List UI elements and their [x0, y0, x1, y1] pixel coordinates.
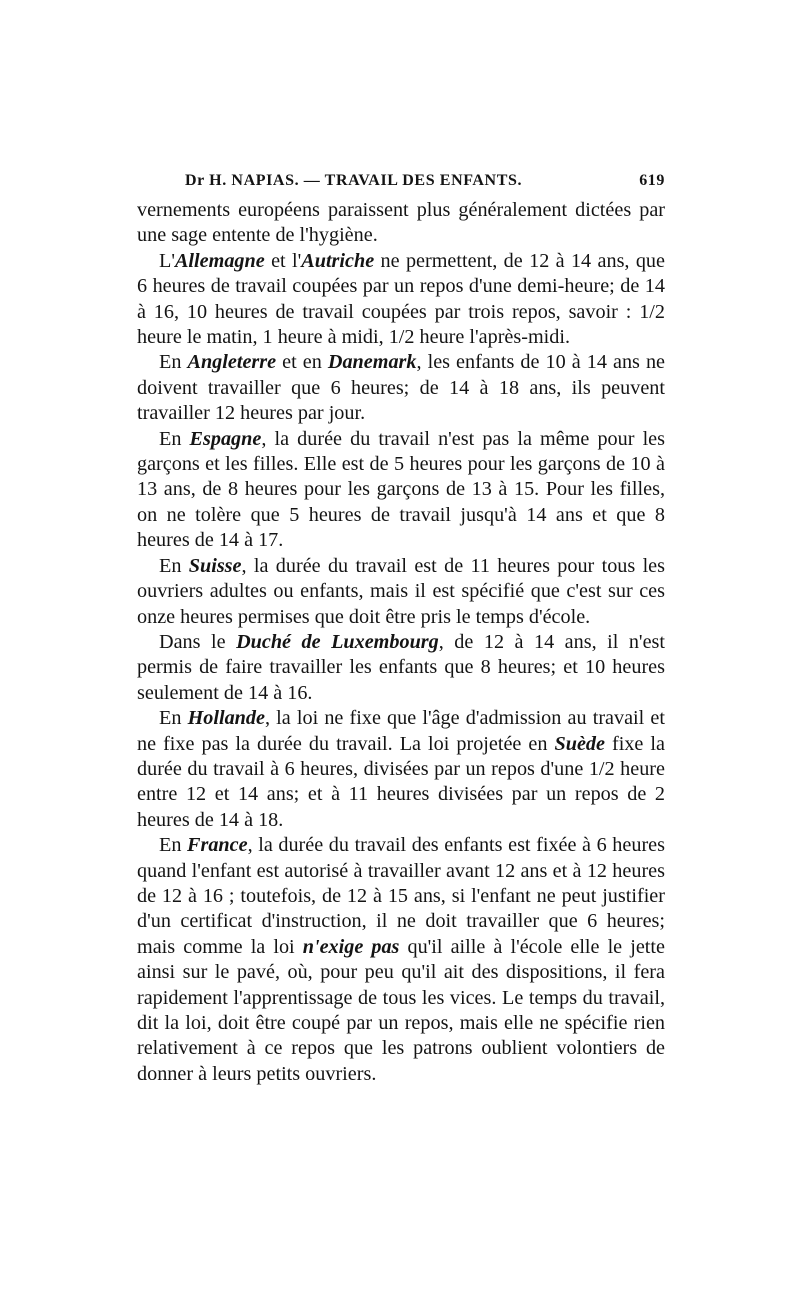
- text-run: fixe la durée du travail à 6 heures, divisées par un repos d'une 1/2 heure entre 12 et 14 ans; et à 11 heures divisées par un repos de 2 heures de 14 à 18.: [137, 732, 665, 831]
- paragraph: [137, 706, 665, 833]
- paragraph: [137, 198, 665, 249]
- emphasized-term: Suède: [554, 732, 605, 755]
- text-run: En: [159, 427, 190, 450]
- running-head: [137, 172, 665, 190]
- text-run: et en: [276, 351, 328, 374]
- paragraph: [137, 249, 665, 351]
- text-run: ne permettent, de 12 à 14 ans, que 6 heures de travail coupées par un repos d'une demi-heure; de 14 à 16, 10 heures de travail coupées par trois repos, savoir : 1/2 heure le matin, 1 heure à midi, 1/2 heure l'après-midi.: [137, 249, 665, 349]
- emphasized-term: n'exige pas: [302, 935, 400, 958]
- page-number: 619: [639, 172, 665, 189]
- emphasized-term: Angleterre: [187, 351, 277, 374]
- text-run: En: [159, 554, 189, 577]
- body-text: [137, 198, 665, 1087]
- emphasized-term: Allemagne: [174, 249, 265, 272]
- text-run: En: [159, 707, 188, 730]
- emphasized-term: Duché de Luxembourg: [236, 630, 439, 653]
- emphasized-term: Suisse: [188, 554, 242, 577]
- text-run: En: [159, 351, 188, 374]
- text-run: , la durée du travail n'est pas la même pour les garçons et les filles. Elle est de 5 heures pour les garçons de 10 à 13 ans, de 8 heures pour les garçons de 13 à 15. Pour les filles, on ne tolère que 5 heures de travail jusqu'à 14 ans et que 8 heures de 14 à 17.: [137, 427, 665, 552]
- paragraph: [137, 554, 665, 630]
- paragraph: [137, 630, 665, 706]
- text-run: L': [159, 249, 175, 272]
- text-run: vernements européens paraissent plus généralement dictées par une sage entente de l'hygiène.: [137, 199, 665, 247]
- running-title: Dr H. NAPIAS. — TRAVAIL DES ENFANTS.: [185, 172, 523, 189]
- text-run: , de 12 à 14 ans, il n'est permis de faire travailler les enfants que 8 heures; et 10 heures seulement de 14 à 16.: [137, 630, 665, 704]
- emphasized-term: Danemark: [327, 351, 417, 374]
- text-run: et l': [264, 249, 302, 272]
- emphasized-term: Autriche: [301, 249, 375, 272]
- text-run: , la loi ne fixe que l'âge d'admission au travail et ne fixe pas la durée du travail. La loi projetée en: [137, 707, 665, 755]
- text-run: Dans le: [159, 630, 237, 653]
- text-run: En: [159, 834, 188, 857]
- emphasized-term: France: [187, 834, 248, 857]
- text-run: , la durée du travail est de 11 heures pour tous les ouvriers adultes ou enfants, mais il est spécifié que c'est sur ces onze heures permises que doit être pris le temps d'école.: [137, 554, 665, 628]
- paragraph: [137, 350, 665, 426]
- text-run: , les enfants de 10 à 14 ans ne doivent travailler que 6 heures; de 14 à 18 ans, ils peuvent travailler 12 heures par jour.: [137, 351, 666, 425]
- text-run: qu'il aille à l'école elle le jette ainsi sur le pavé, où, pour peu qu'il ait des dispositions, il fera rapidement l'apprentissage de tous les vices. Le temps du travail, dit la loi, doit être coupé par un repos, mais elle ne spécifie rien relativement à ce repos que les patrons oublient volontiers de donner à leurs petits ouvriers.: [137, 935, 665, 1085]
- emphasized-term: Hollande: [187, 707, 265, 730]
- book-page: [137, 172, 665, 1087]
- paragraph: [137, 427, 665, 554]
- emphasized-term: Espagne: [189, 427, 262, 450]
- text-run: , la durée du travail des enfants est fixée à 6 heures quand l'enfant est autorisé à travailler avant 12 ans et à 12 heures de 12 à 16 ; toutefois, de 12 à 15 ans, si l'enfant ne peut justifier d'un certificat d'instruction, il ne doit travailler que 6 heures; mais comme la loi: [137, 834, 665, 958]
- paragraph: [137, 833, 665, 1087]
